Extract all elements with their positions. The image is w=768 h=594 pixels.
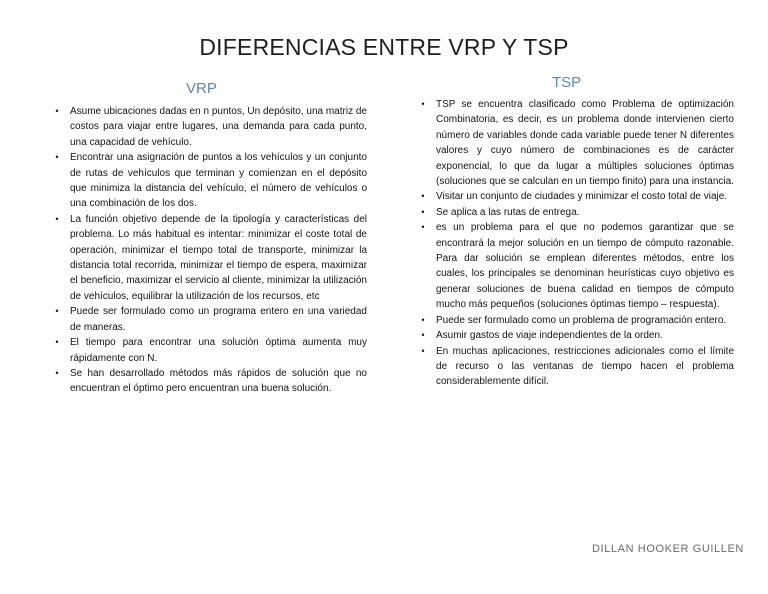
vrp-item-text: Encontrar una asignación de puntos a los vehículos y un conjunto de rutas de vehículos que terminan y comienzan en el depósito que minimiza la distancia del vehículo, el número de vehículos o una combinación de los dos. bbox=[70, 152, 367, 210]
tsp-list-item bbox=[418, 313, 734, 328]
vrp-list-item bbox=[52, 104, 367, 150]
tsp-item-text: En muchas aplicaciones, restricciones adicionales como el límite de recurso o las ventanas de tiempo hacen el problema considerablemente difícil. bbox=[436, 345, 734, 388]
bullet-icon: • bbox=[421, 222, 425, 233]
vrp-item-text: La función objetivo depende de la tipología y características del problema. Lo más habitual es intentar: minimizar el coste total de operación, minimizar el tiempo total de transporte, minimizar la distancia total recorrida, minimizar el tiempo de espera, maximizar el beneficio, maximizar el servicio al cliente, minimizar la utilización de vehículos, equilibrar la utilización de los recursos, etc bbox=[70, 213, 367, 302]
bullet-icon: • bbox=[421, 345, 425, 356]
tsp-list-item bbox=[418, 220, 734, 312]
tsp-item-text: TSP se encuentra clasificado como Problema de optimización Combinatoria, es decir, es un problema donde intervienen cierto número de variables donde cada variable puede tener N diferentes valores y cuyo número de combinaciones es de carácter exponencial, lo que da lugar a múltiples soluciones óptimas (soluciones que se calculan en un tiempo finito) para una instancia. bbox=[436, 99, 734, 188]
bullet-icon: • bbox=[421, 330, 425, 341]
vrp-list-item bbox=[52, 335, 367, 366]
bullet-icon: • bbox=[55, 152, 59, 163]
tsp-item-text: Asumir gastos de viaje independientes de la orden. bbox=[436, 330, 663, 342]
bullet-icon: • bbox=[421, 314, 425, 325]
tsp-column bbox=[418, 97, 734, 390]
tsp-list-item bbox=[418, 328, 734, 343]
vrp-list-item bbox=[52, 150, 367, 212]
vrp-item-text: Se han desarrollado métodos más rápidos de solución que no encuentran el óptimo pero encuentran una buena solución. bbox=[70, 367, 367, 395]
bullet-icon: • bbox=[55, 106, 59, 116]
tsp-item-text: Visitar un conjunto de ciudades y minimizar el costo total de viaje. bbox=[436, 191, 728, 203]
author-name: DILLAN HOOKER GUILLEN bbox=[592, 543, 744, 555]
tsp-list-item bbox=[418, 205, 734, 220]
tsp-list-item bbox=[418, 189, 734, 204]
tsp-list-item bbox=[418, 344, 734, 390]
vrp-item-text: Puede ser formulado como un programa entero en una variedad de maneras. bbox=[70, 306, 367, 333]
bullet-icon: • bbox=[421, 191, 425, 202]
tsp-list-item bbox=[418, 97, 734, 189]
tsp-item-text: Se aplica a las rutas de entrega. bbox=[436, 206, 580, 218]
vrp-list-item bbox=[52, 212, 367, 304]
tsp-item-text: es un problema para el que no podemos garantizar que se encontrará la mejor solución en un tiempo de cómputo razonable. Para dar solución se emplean diferentes métodos, entre los cuales, los principales se denominan heurísticas cuyo objetivo es generar soluciones de buena calidad en tiempos de cómputo mucho más pequeños (soluciones óptimas tiempo – respuesta). bbox=[436, 222, 734, 311]
bullet-icon: • bbox=[55, 213, 59, 224]
page-title: DIFERENCIAS ENTRE VRP Y TSP bbox=[199, 34, 569, 60]
tsp-item-text: Puede ser formulado como un problema de programación entero. bbox=[436, 314, 727, 326]
bullet-icon: • bbox=[55, 367, 59, 378]
tsp-heading: TSP bbox=[552, 74, 582, 91]
vrp-item-text: El tiempo para encontrar una solución óptima aumenta muy rápidamente con N. bbox=[70, 337, 367, 364]
vrp-column bbox=[52, 104, 367, 397]
bullet-icon: • bbox=[55, 337, 59, 348]
vrp-item-text: Asume ubicaciones dadas en n puntos, Un depósito, una matriz de costos para viajar entre lugares, una demanda para cada punto, una capacidad de vehículo. bbox=[70, 106, 367, 148]
bullet-icon: • bbox=[421, 99, 425, 109]
vrp-list-item bbox=[52, 304, 367, 335]
bullet-icon: • bbox=[55, 306, 59, 317]
bullet-icon: • bbox=[421, 206, 425, 217]
vrp-list-item bbox=[52, 366, 367, 397]
vrp-bullet-list bbox=[52, 104, 367, 397]
tsp-bullet-list bbox=[418, 97, 734, 390]
vrp-heading: VRP bbox=[186, 80, 217, 97]
